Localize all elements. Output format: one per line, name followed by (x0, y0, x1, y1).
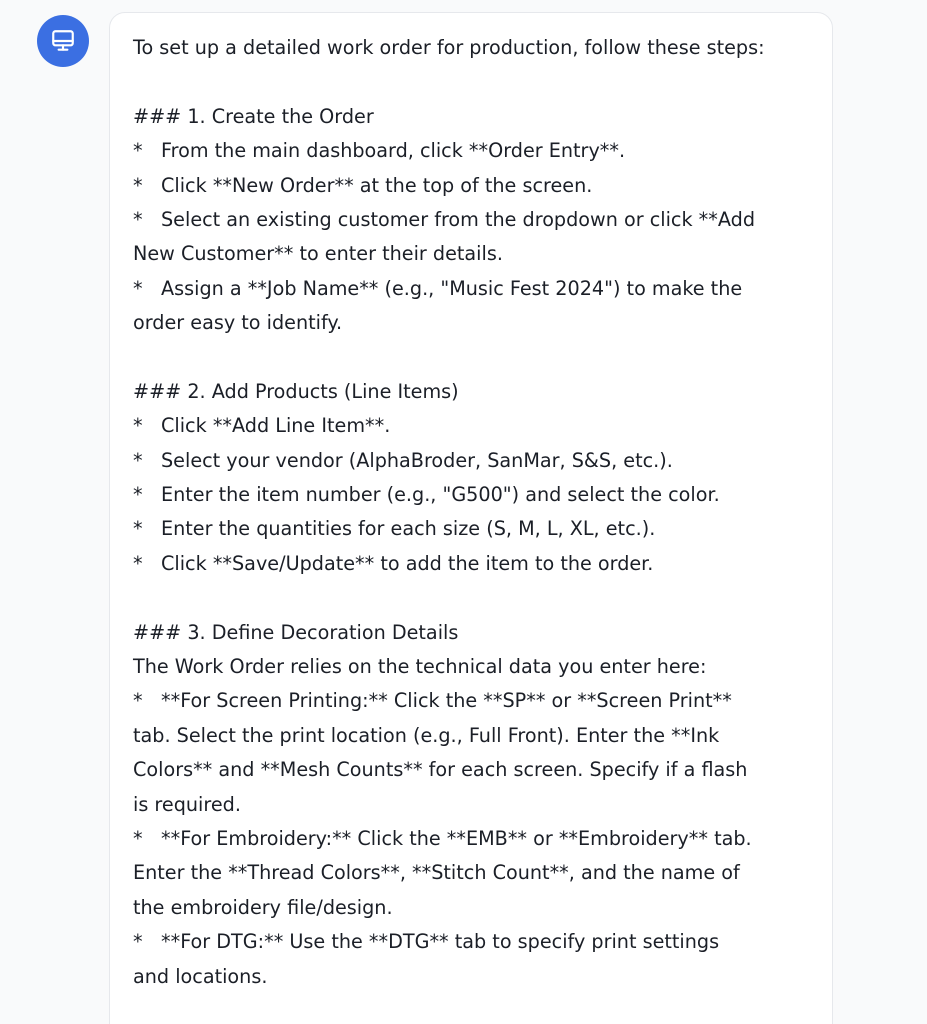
line-text: **For DTG:** Use the **DTG** tab to specify print settings (161, 930, 720, 954)
line-text: Select your vendor (AlphaBroder, SanMar, S&S, etc.). (161, 448, 673, 472)
text-line (133, 31, 823, 65)
text-line (133, 616, 823, 650)
bullet-marker: * (133, 689, 143, 713)
line-text: the embroidery file/design. (133, 895, 393, 919)
bullet-line (133, 203, 823, 237)
line-text: Click **Save/Update** to add the item to the order. (161, 551, 654, 575)
line-text: Colors** and **Mesh Counts** for each screen. Specify if a flash (133, 758, 748, 782)
bullet-marker: * (133, 207, 143, 231)
line-text: Enter the **Thread Colors**, **Stitch Count**, and the name of (133, 861, 740, 885)
line-text: ### 3. Define Decoration Details (133, 620, 459, 644)
bullet-marker: * (133, 448, 143, 472)
bullet-line (133, 478, 823, 512)
bullet-marker: * (133, 414, 143, 438)
line-text: Select an existing customer from the dropdown or click **Add (161, 207, 756, 231)
line-text: Enter the quantities for each size (S, M, L, XL, etc.). (161, 517, 656, 541)
bullet-marker: * (133, 517, 143, 541)
bullet-marker: * (133, 551, 143, 575)
blank-line (133, 341, 823, 375)
line-text: Assign a **Job Name** (e.g., "Music Fest 2024") to make the (161, 276, 743, 300)
text-line (133, 960, 823, 994)
bullet-line (133, 684, 823, 718)
assistant-message-text (133, 31, 823, 994)
bullet-marker: * (133, 483, 143, 507)
bullet-line (133, 512, 823, 546)
text-line (133, 856, 823, 890)
bullet-line (133, 169, 823, 203)
line-text: The Work Order relies on the technical data you enter here: (133, 655, 707, 679)
bullet-line (133, 409, 823, 443)
bullet-marker: * (133, 139, 143, 163)
line-text: Enter the item number (e.g., "G500") and select the color. (161, 483, 720, 507)
line-text: Click **Add Line Item**. (161, 414, 391, 438)
bullet-marker: * (133, 276, 143, 300)
text-line (133, 891, 823, 925)
bullet-line (133, 925, 823, 959)
line-text: From the main dashboard, click **Order Entry**. (161, 139, 626, 163)
assistant-avatar (37, 15, 89, 67)
line-text: **For Screen Printing:** Click the **SP** or **Screen Print** (161, 689, 732, 713)
text-line (133, 100, 823, 134)
bullet-marker: * (133, 173, 143, 197)
text-line (133, 753, 823, 787)
text-line (133, 788, 823, 822)
line-text: order easy to identify. (133, 311, 343, 335)
line-text: New Customer** to enter their details. (133, 242, 503, 266)
line-text: and locations. (133, 964, 268, 988)
line-text: Click **New Order** at the top of the screen. (161, 173, 593, 197)
bullet-line (133, 822, 823, 856)
monitor-icon (50, 28, 76, 54)
text-line (133, 650, 823, 684)
bullet-line (133, 547, 823, 581)
blank-line (133, 65, 823, 99)
bullet-line (133, 134, 823, 168)
bullet-line (133, 444, 823, 478)
bullet-marker: * (133, 930, 143, 954)
line-text: **For Embroidery:** Click the **EMB** or **Embroidery** tab. (161, 826, 752, 850)
text-line (133, 375, 823, 409)
bullet-line (133, 272, 823, 306)
bullet-marker: * (133, 826, 143, 850)
line-text: ### 1. Create the Order (133, 104, 374, 128)
text-line (133, 306, 823, 340)
line-text: tab. Select the print location (e.g., Full Front). Enter the **Ink (133, 723, 720, 747)
text-line (133, 237, 823, 271)
blank-line (133, 581, 823, 615)
line-text: To set up a detailed work order for production, follow these steps: (133, 36, 765, 59)
text-line (133, 719, 823, 753)
line-text: is required. (133, 792, 241, 816)
line-text: ### 2. Add Products (Line Items) (133, 379, 459, 403)
